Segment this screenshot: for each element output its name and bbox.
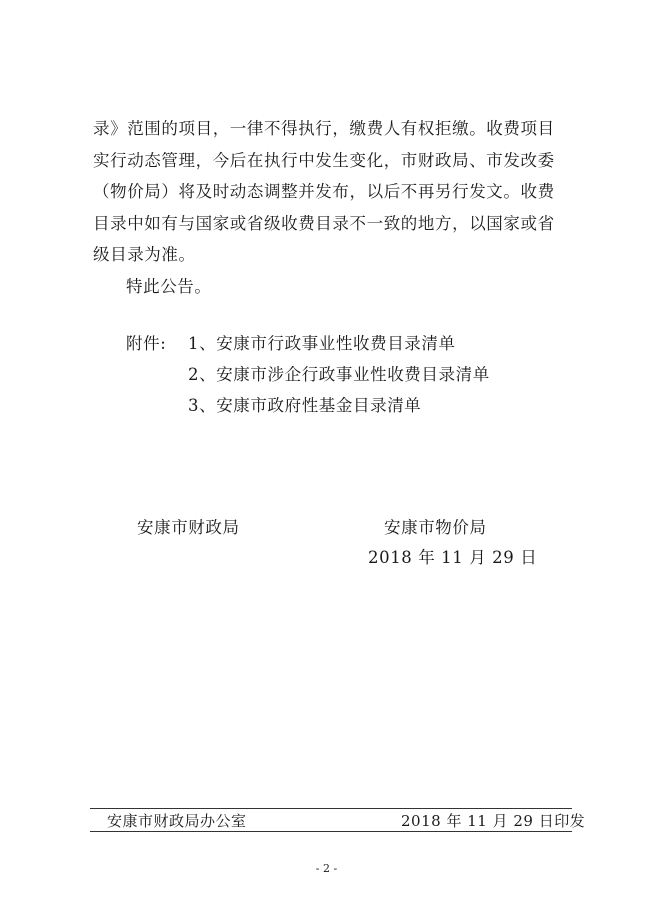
attachment-item: 2、安康市涉企行政事业性收费目录清单 (188, 365, 490, 384)
body-line: 录》范围的项目，一律不得执行，缴费人有权拒缴。收费项目 (93, 119, 555, 138)
attachment-row (126, 390, 490, 421)
attachment-item: 1、安康市行政事业性收费目录清单 (188, 334, 456, 353)
footer-rule-bottom (90, 831, 572, 832)
body-text (93, 113, 575, 302)
attachment-row (126, 328, 490, 359)
attachments-label: 附件: (126, 334, 167, 353)
attachment-item: 3、安康市政府性基金目录清单 (188, 396, 422, 415)
footer-office: 安康市财政局办公室 (107, 812, 247, 830)
footer-rule-top (90, 808, 572, 809)
body-line: 级目录为准。 (93, 245, 196, 264)
signature-finance-bureau: 安康市财政局 (137, 518, 240, 537)
signature-date: 2018 年 11 月 29 日 (368, 548, 538, 567)
body-line: 实行动态管理，今后在执行中发生变化，市财政局、市发改委 (93, 150, 555, 170)
body-line: （物价局）将及时动态调整并发布，以后不再另行发文。收费 (93, 182, 555, 201)
page-number: - 2 - (315, 862, 338, 875)
attachments-list (126, 328, 490, 421)
footer-print-date: 2018 年 11 月 29 日印发 (401, 812, 586, 830)
signature-price-bureau: 安康市物价局 (384, 518, 487, 537)
closing-line: 特此公告。 (126, 276, 212, 296)
body-line: 目录中如有与国家或省级收费目录不一致的地方，以国家或省 (93, 213, 555, 233)
attachment-row (126, 359, 490, 390)
